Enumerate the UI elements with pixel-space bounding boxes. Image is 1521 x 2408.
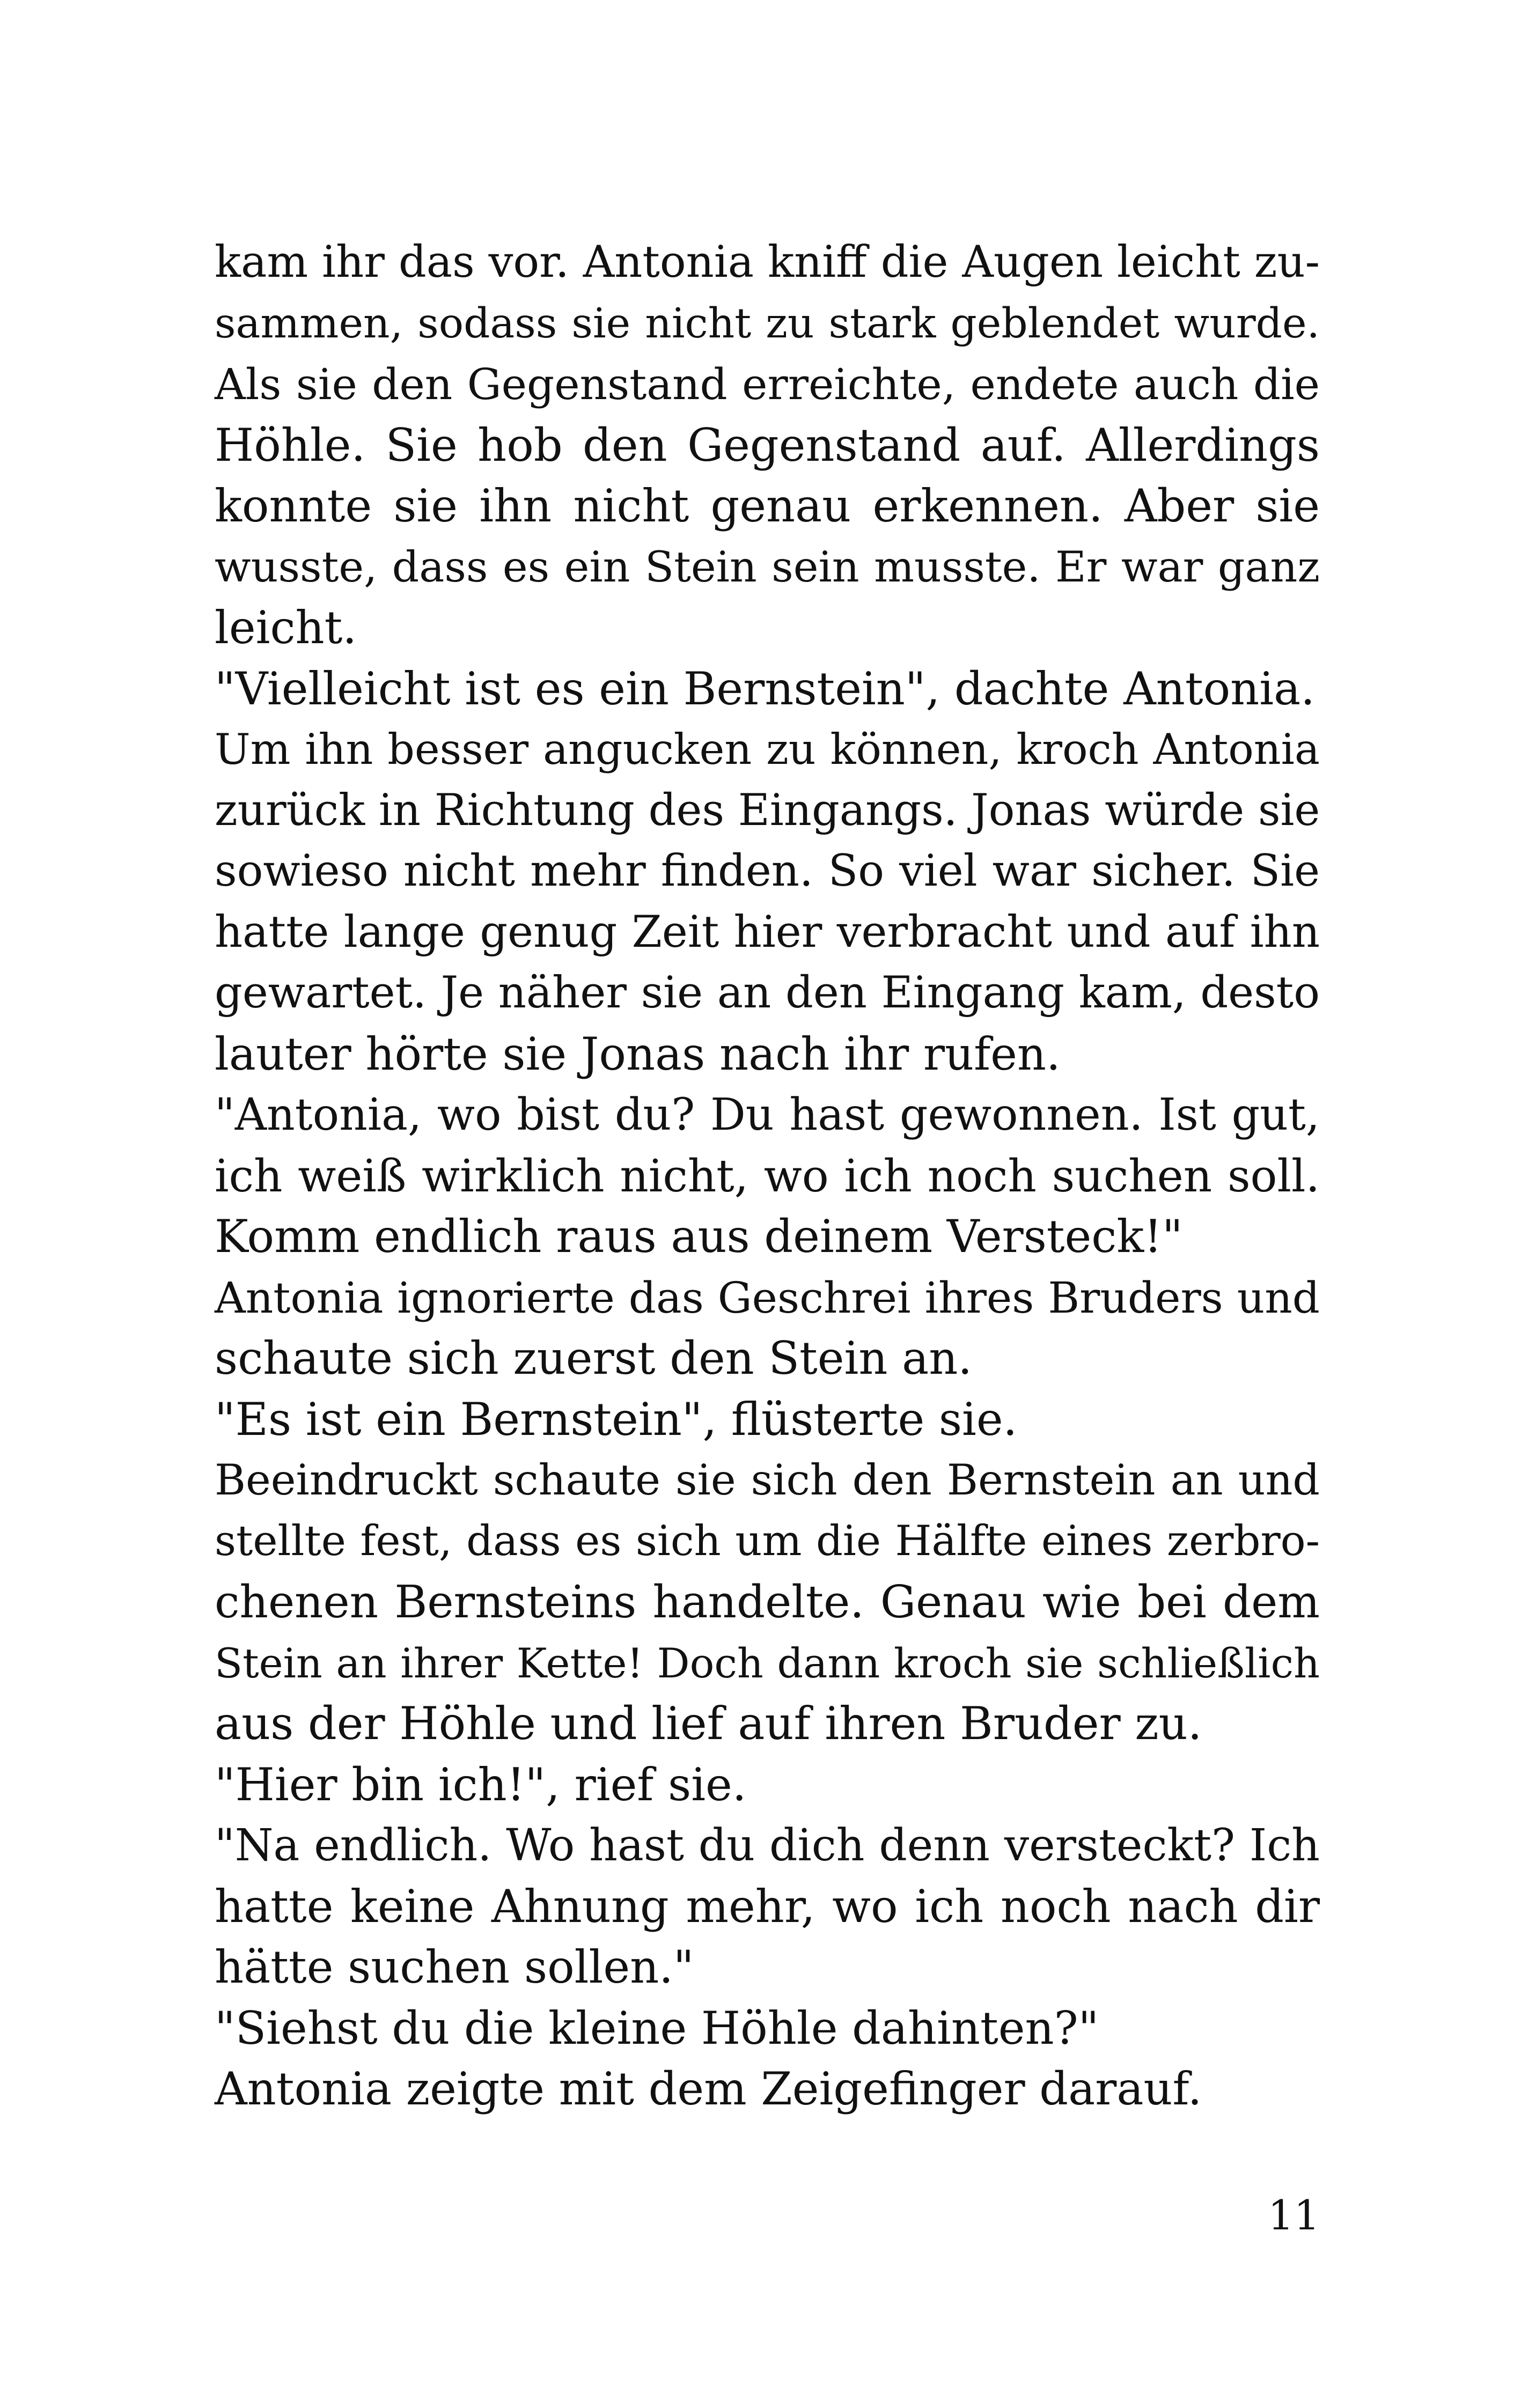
text-line: Als sie den Gegenstand erreichte, endete auch die — [215, 359, 1320, 409]
body-text — [215, 232, 1320, 2120]
text-line: "Hier bin ich!", rief sie. — [215, 1758, 747, 1811]
text-line: hätte suchen sollen." — [215, 1941, 694, 1993]
text-line: konnte sie ihn nicht genau erkennen. Aber sie — [215, 480, 1320, 532]
text-line: Komm endlich raus aus deinem Versteck!" — [215, 1210, 1183, 1263]
text-line: Stein an ihrer Kette! Doch dann kroch sie schließlich — [215, 1639, 1320, 1687]
text-line: ich weiß wirklich nicht, wo ich noch suchen soll. — [215, 1150, 1320, 1202]
text-line: "Na endlich. Wo hast du dich denn versteckt? Ich — [215, 1820, 1320, 1871]
text-line: "Vielleicht ist es ein Bernstein", dachte Antonia. — [215, 662, 1315, 715]
text-line: sammen, sodass sie nicht zu stark geblendet wurde. — [215, 299, 1320, 348]
text-line: zurück in Richtung des Eingangs. Jonas würde sie — [215, 785, 1320, 836]
text-line: gewartet. Je näher sie an den Eingang kam, desto — [215, 968, 1320, 1018]
text-line: aus der Höhle und lief auf ihren Bruder zu. — [215, 1697, 1202, 1750]
text-line: sowieso nicht mehr finden. So viel war sicher. Sie — [215, 846, 1320, 896]
page-number: 11 — [1268, 2191, 1320, 2239]
text-line: lauter hörte sie Jonas nach ihr rufen. — [215, 1027, 1061, 1080]
text-line: "Antonia, wo bist du? Du hast gewonnen. Ist gut, — [215, 1089, 1320, 1140]
text-line: Um ihn besser angucken zu können, kroch Antonia — [215, 725, 1320, 774]
text-line: hatte keine Ahnung mehr, wo ich noch nach dir — [215, 1880, 1320, 1933]
text-line: leicht. — [215, 601, 357, 654]
text-line: wusste, dass es ein Stein sein musste. Er war ganz — [215, 542, 1320, 592]
text-line: stellte fest, dass es sich um die Hälfte eines zerbro- — [215, 1516, 1320, 1565]
text-line: chenen Bernsteins handelte. Genau wie bei dem — [215, 1576, 1320, 1628]
text-line: hatte lange genug Zeit hier verbracht und auf ihn — [215, 907, 1320, 958]
text-line: "Siehst du die kleine Höhle dahinten?" — [215, 2001, 1099, 2054]
text-line: Beeindruckt schaute sie sich den Bernstein an und — [215, 1455, 1320, 1505]
text-line: kam ihr das vor. Antonia kniff die Augen leicht zu- — [215, 237, 1320, 288]
text-line: Antonia zeigte mit dem Zeigefinger darauf. — [215, 2063, 1202, 2115]
text-line: Höhle. Sie hob den Gegenstand auf. Allerdings — [215, 418, 1320, 472]
text-line: Antonia ignorierte das Geschrei ihres Bruders und — [215, 1272, 1320, 1323]
text-line: "Es ist ein Bernstein", flüsterte sie. — [215, 1393, 1018, 1446]
text-line: schaute sich zuerst den Stein an. — [215, 1332, 973, 1385]
